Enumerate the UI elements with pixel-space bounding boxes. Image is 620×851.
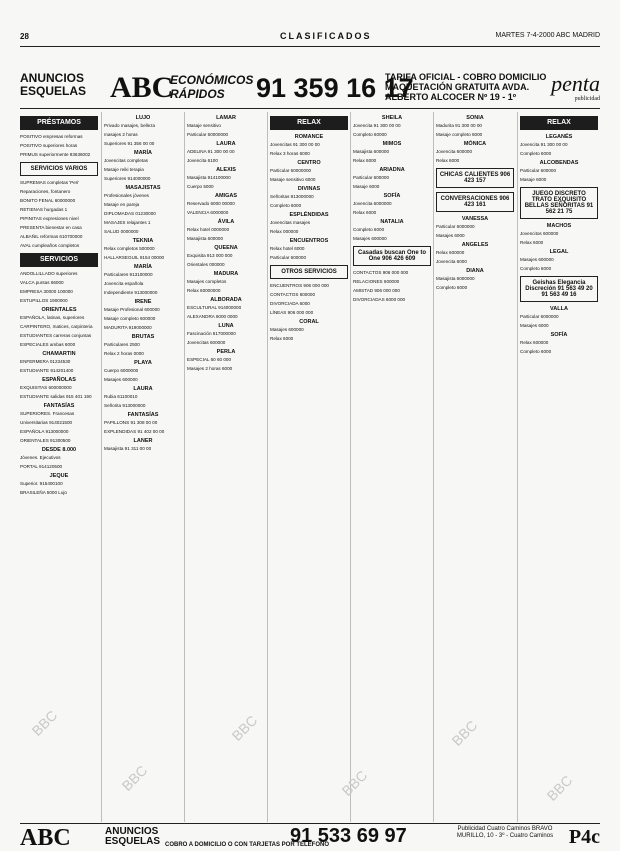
ad-text-block: [104, 123, 182, 147]
ad-heading: ALBORADA: [210, 297, 242, 303]
ad-text-block: [187, 357, 265, 372]
ad-line: ESTUDIANTE salidas 915 401 190: [20, 394, 92, 399]
ad-line: Jovencita 6100: [187, 158, 218, 163]
footer-rule: [20, 823, 600, 824]
column-divider: [350, 112, 351, 822]
column-divider: [184, 112, 185, 822]
ad-line: DIPLOMADAS 01230000: [104, 211, 156, 216]
ad-heading: MASAJISTAS: [125, 185, 161, 191]
ad-line: PIPINITAS expresiones nivel: [20, 216, 79, 221]
ad-line: PRESENTA bienestar en casa: [20, 225, 82, 230]
ad-text-block: [20, 271, 98, 304]
ad-line: Madurita 91 300 00 00: [436, 123, 482, 128]
watermark: BBC: [543, 772, 576, 804]
ad-heading: LEGAL: [549, 249, 569, 255]
ad-text-block: [353, 123, 431, 138]
ad-heading: MARÍA: [133, 150, 153, 156]
ad-line: ESTUDIANTE 914201400: [20, 368, 74, 373]
ad-line: SUPREMAS completas 'Peri': [20, 180, 80, 185]
banner-agency-sub: publicidad: [574, 96, 600, 102]
ad-line: Exquisita 913 000 000: [187, 253, 233, 258]
ad-line: Completo 6000: [270, 203, 302, 208]
ad-heading: DIANA: [466, 268, 484, 274]
ad-line: Relax 000000: [270, 229, 299, 234]
footer-publicidad: Publicidad Cuatro Caminos BRAVO MURILLO, 10 - 3º - Cuatro Caminos: [456, 826, 554, 839]
ad-heading: ÁVILA: [217, 219, 235, 225]
ad-text-block: [20, 411, 98, 444]
ad-line: Relax 3 horas 6000: [270, 151, 310, 156]
ad-line: Particular 60000000: [187, 132, 229, 137]
ad-text-block: [270, 142, 348, 157]
ad-line: Masaje sensitivo 6000: [270, 177, 316, 182]
ad-line: Masajes 600000: [353, 236, 387, 241]
ad-heading: CORAL: [299, 319, 319, 325]
column-divider: [101, 112, 102, 822]
page-number: 28: [20, 32, 29, 41]
ad-line: Masaje 6000: [520, 177, 547, 182]
banner-tarifa: TARIFA OFICIAL - COBRO DOMICILIO MAQUETACIÓN GRATUITA AVDA. ALBERTO ALCOCER Nº 19 - 1º: [385, 72, 547, 102]
ad-line: MADURITA 919000000: [104, 325, 152, 330]
ad-heading: VANESSA: [461, 216, 489, 222]
boxed-ad: SERVICIOS VARIOS: [20, 162, 98, 176]
header-rule: [20, 46, 600, 47]
ad-line: Orientales 000000: [187, 262, 225, 267]
section-heading: RELAX: [520, 116, 598, 130]
ad-text-block: [436, 224, 514, 239]
ad-line: Jovencitos 600000: [520, 231, 559, 236]
ad-line: Particular 600000: [353, 175, 390, 180]
ad-text-block: [520, 314, 598, 329]
classified-column: [187, 112, 265, 822]
watermark: BBC: [228, 712, 261, 744]
ad-line: EXPLENDIDAS 91 402 00 00: [104, 429, 165, 434]
ad-heading: LEGANÉS: [545, 134, 573, 140]
ad-line: Jovencita 91 300 00 00: [353, 123, 401, 128]
ad-line: Superior. 915400100: [20, 481, 63, 486]
ad-text-block: [104, 246, 182, 261]
ad-line: Completo 6000: [353, 227, 385, 232]
ad-heading: BRUTAS: [131, 334, 155, 340]
banner-agency: [551, 72, 600, 103]
classified-column: [520, 112, 598, 822]
ad-heading: CHAMARTIN: [42, 351, 76, 357]
ad-heading: ARIADNA: [379, 167, 405, 173]
footer-anuncios: ANUNCIOS ESQUELAS: [105, 826, 161, 847]
classified-column: [436, 112, 514, 822]
ad-heading: TEKNIA: [132, 238, 154, 244]
ad-line: POSITIVO superiores horas: [20, 143, 78, 148]
ad-line: CONTACTOS 600000: [270, 292, 316, 297]
ad-line: Superiores 91 356 00 00: [104, 141, 155, 146]
ad-line: SALUD 0000000: [104, 229, 139, 234]
ad-line: EMPRESA 30000 100000: [20, 289, 73, 294]
ad-line: Masaje 6000: [353, 184, 380, 189]
ad-heading: LAURA: [216, 141, 236, 147]
ad-line: LÍNEAS 906 000 000: [270, 310, 314, 315]
ad-line: Particular 6000000: [520, 314, 559, 319]
ad-line: Particular 600000: [520, 168, 557, 173]
ad-text-block: [104, 272, 182, 296]
ad-line: ALEXANDRA 6000 0000: [187, 314, 238, 319]
ad-line: Privado masajes, belleza: [104, 123, 156, 128]
ad-line: Masajista 914100000: [187, 175, 231, 180]
ad-line: DIVORCIADA 6000: [270, 301, 310, 306]
boxed-ad: OTROS SERVICIOS: [270, 265, 348, 279]
ad-heading: ANGELES: [461, 242, 489, 248]
classified-column: [270, 112, 348, 822]
banner-lead: ANUNCIOS ESQUELAS: [20, 71, 87, 98]
ad-text-block: [20, 315, 98, 348]
ad-text-block: [104, 446, 182, 452]
ad-line: Relax hotel 6000: [270, 246, 305, 251]
ad-line: Masaje Profesional 600000: [104, 307, 160, 312]
ad-line: Completo 6000: [520, 266, 552, 271]
ad-line: BRASILEÑA 5000 Lujo: [20, 490, 67, 495]
ad-text-block: [436, 276, 514, 291]
page-header: [20, 30, 600, 44]
ad-line: Particular 6000000: [436, 224, 475, 229]
ad-text-block: [520, 142, 598, 157]
banner-agency-name: penta: [551, 71, 600, 96]
ad-line: Señorita 913000000: [104, 403, 146, 408]
ad-line: Masajista 600000: [187, 236, 224, 241]
ad-line: ESPAÑOLA 913000000: [20, 429, 69, 434]
ad-line: Masajes 600000: [270, 327, 304, 332]
section-title: CLASIFICADOS: [280, 31, 372, 41]
ad-text-block: [187, 123, 265, 138]
ad-line: ESTUPILLOS 1900000: [20, 298, 68, 303]
ad-heading: MIMOS: [382, 141, 402, 147]
ad-line: Masajes 600000: [520, 257, 554, 262]
ad-text-block: [520, 257, 598, 272]
ad-text-block: [353, 270, 431, 303]
ad-line: ENCUENTROS 906 000 000: [270, 283, 329, 288]
ad-text-block: [20, 455, 98, 470]
ad-text-block: [104, 158, 182, 182]
ad-line: Jóvenes. Ejecutivos: [20, 455, 61, 460]
ad-text-block: [436, 250, 514, 265]
ad-text-block: [270, 168, 348, 183]
ad-line: Particulares 2500: [104, 342, 140, 347]
ad-text-block: [20, 134, 98, 158]
ad-heading: NATALIA: [380, 219, 404, 225]
ad-heading: FANTASÍAS: [43, 403, 75, 409]
ad-heading: LANER: [133, 438, 153, 444]
boxed-ad: CONVERSACIONES 906 423 161: [436, 192, 514, 212]
ad-heading: JEQUE: [49, 473, 69, 479]
boxed-ad: Casadas buscan One to One 906 426 609: [353, 246, 431, 266]
ad-line: masajes 2 horas: [104, 132, 138, 137]
classifieds-banner: [20, 72, 600, 106]
ad-line: Relax completos 500000: [104, 246, 155, 251]
ad-line: Particulares 913100000: [104, 272, 153, 277]
ad-line: Masajes 2 horas 6000: [187, 366, 233, 371]
ad-line: CONTACTOS 906 000 000: [353, 270, 409, 275]
ad-line: SUPERIORES. Francesas: [20, 411, 75, 416]
ad-line: Completo 6000: [436, 285, 468, 290]
ad-line: Jovencita 6000000: [353, 201, 392, 206]
ad-text-block: [436, 123, 514, 138]
ad-line: Independiente 913000000: [104, 290, 158, 295]
section-heading: PRÉSTAMOS: [20, 116, 98, 130]
ad-line: Jovencitas 91 300 00 00: [270, 142, 320, 147]
ad-line: Universitarias 914021500: [20, 420, 73, 425]
ad-heading: ROMANCE: [294, 134, 324, 140]
ad-text-block: [187, 175, 265, 190]
ad-line: Relax 60000000: [187, 288, 221, 293]
ad-line: Cuerpo 6000000: [104, 368, 139, 373]
ad-line: Masajes completos: [187, 279, 227, 284]
ad-text-block: [104, 307, 182, 331]
ad-heading: SOFÍA: [383, 193, 401, 199]
ad-heading: DIVINAS: [297, 186, 321, 192]
ad-line: ESPECIALES ambas 6000: [20, 342, 76, 347]
ad-line: Particular 600000: [270, 255, 307, 260]
banner-abc-logo: ABC: [110, 71, 174, 104]
ad-line: EXQUISITAS 600000000: [20, 385, 72, 390]
ad-line: Masaje sensitivo: [187, 123, 221, 128]
ad-line: Masaje en pareja: [104, 202, 140, 207]
ad-text-block: [20, 385, 98, 400]
ad-heading: LAURA: [133, 386, 153, 392]
ad-line: ESPECIAL 60 60 000: [187, 357, 232, 362]
ad-text-block: [353, 201, 431, 216]
ad-line: Jovencita española: [104, 281, 144, 286]
ad-text-block: [104, 420, 182, 435]
ad-text-block: [270, 220, 348, 235]
page-date: MARTES 7-4-2000 ABC MADRID: [495, 32, 600, 39]
ad-text-block: [187, 227, 265, 242]
ad-line: ENFERMERA 01234530: [20, 359, 71, 364]
ad-line: Jovencitas completas: [104, 158, 148, 163]
ad-line: Masaje completo 6000: [436, 132, 483, 137]
ad-line: ESPAÑOLA, latinas, superiores: [20, 315, 85, 320]
ad-line: Relax 6000: [353, 158, 377, 163]
ad-line: Masajes 600000: [104, 377, 138, 382]
ad-line: Relax 6000: [520, 240, 544, 245]
ad-line: Masajes 6000: [520, 323, 549, 328]
ad-line: Cuerpo 5000: [187, 184, 214, 189]
watermark: BBC: [338, 767, 371, 799]
ad-line: ADELINA 91 300 00 00: [187, 149, 235, 154]
ad-line: ESCULTURAL 914000000: [187, 305, 242, 310]
classified-column: [20, 112, 98, 822]
ad-text-block: [353, 227, 431, 242]
ad-heading: PERLA: [216, 349, 236, 355]
ad-text-block: [20, 481, 98, 496]
ad-line: Relax 2 horas 0000: [104, 351, 144, 356]
ad-line: AVAL cumpleaños completos: [20, 243, 80, 248]
ad-text-block: [187, 331, 265, 346]
footer-cobro: COBRO A DOMICILIO O CON TARJETAS POR TELÉFONO: [165, 842, 330, 848]
ad-text-block: [353, 149, 431, 164]
ad-text-block: [187, 279, 265, 294]
ad-heading: ORIENTALES: [41, 307, 77, 313]
ad-line: Relax hotel 0000000: [187, 227, 230, 232]
ad-line: VALENCIA 6000000: [187, 210, 229, 215]
ad-heading: SHEILA: [381, 115, 403, 121]
footer-abc-logo: ABC: [20, 825, 71, 851]
boxed-ad: CHICAS CALIENTES 906 423 157: [436, 168, 514, 188]
watermark: BBC: [28, 707, 61, 739]
ad-text-block: [436, 149, 514, 164]
ad-heading: MARÍA: [133, 264, 153, 270]
ad-line: Masaje completo 600000: [104, 316, 156, 321]
ad-heading: LUNA: [218, 323, 234, 329]
ad-heading: PLAYA: [134, 360, 152, 366]
ad-text-block: [353, 175, 431, 190]
ad-line: Completo 6000: [520, 349, 552, 354]
ad-text-block: [20, 180, 98, 249]
ad-heading: LUJO: [135, 115, 151, 121]
ad-line: CARPINTERO, matices, carpinteria: [20, 324, 93, 329]
watermark: BBC: [448, 717, 481, 749]
ad-line: ALBAÑIL reformas 610700000: [20, 234, 83, 239]
column-divider: [433, 112, 434, 822]
ad-line: Masajista 6000000: [436, 276, 475, 281]
ad-text-block: [187, 305, 265, 320]
banner-rule: [20, 108, 600, 109]
ad-heading: SONIA: [466, 115, 484, 121]
ad-heading: LAMAR: [216, 115, 236, 121]
ad-line: Particular 60000000: [270, 168, 312, 173]
ad-line: Masajista 91 311 00 00: [104, 446, 152, 451]
footer-agency: P4c: [568, 826, 600, 848]
ad-heading: ENCUENTROS: [289, 238, 329, 244]
ad-text-block: [270, 327, 348, 342]
ad-line: HALLARSEGUIL 9154 00000: [104, 255, 165, 260]
banner-economicos: ECONÓMICOS RÁPIDOS: [170, 73, 254, 101]
ad-line: Masajista 600000: [353, 149, 390, 154]
ad-heading: CENTRO: [297, 160, 321, 166]
banner-phone: 91 359 16 17: [256, 73, 414, 103]
ad-line: Masajes 6000: [436, 233, 465, 238]
column-divider: [517, 112, 518, 822]
ad-line: Relax 6000: [353, 210, 377, 215]
ad-line: ANDOLLILLADO superiores: [20, 271, 78, 276]
ad-heading: SOFÍA: [550, 332, 568, 338]
ad-line: Completo 60000: [353, 132, 387, 137]
ad-text-block: [187, 201, 265, 216]
ad-text-block: [20, 359, 98, 374]
ad-line: ORIENTALES 91300500: [20, 438, 71, 443]
ad-heading: MACHOS: [546, 223, 572, 229]
ad-line: Masaje reiki terapia: [104, 167, 144, 172]
ad-heading: AMIGAS: [215, 193, 237, 199]
classified-column: [353, 112, 431, 822]
ad-line: Relax 600000: [520, 340, 549, 345]
section-heading: RELAX: [270, 116, 348, 130]
ad-text-block: [520, 340, 598, 355]
ad-line: Superiores 914000000: [104, 176, 151, 181]
ad-text-block: [104, 342, 182, 357]
ad-line: DIVORCIADAS 6000 000: [353, 297, 406, 302]
ad-heading: MÓNICA: [463, 141, 487, 147]
ad-line: PAPILLONS 91 308 00 00: [104, 420, 158, 425]
ad-line: Jovencitas 600000: [187, 340, 226, 345]
ad-line: Jovencitas masajes: [270, 220, 311, 225]
ad-line: Relax 600000: [436, 250, 465, 255]
ad-heading: QUEENA: [214, 245, 238, 251]
ad-text-block: [520, 168, 598, 183]
ad-text-block: [104, 368, 182, 383]
ad-line: MASAJES relajantes 1: [104, 220, 151, 225]
footer-ad: [20, 825, 600, 851]
ad-text-block: [187, 149, 265, 164]
ad-line: RETIENAS hurgadas 1: [20, 207, 68, 212]
ad-text-block: [270, 283, 348, 316]
ad-line: Jovencita 91 300 00 00: [520, 142, 568, 147]
ad-line: Reservado 6000 00000: [187, 201, 235, 206]
watermark: BBC: [118, 762, 151, 794]
ad-line: Señoritas 913000000: [270, 194, 314, 199]
ad-line: ESTUDIANTES carreras conjuntas: [20, 333, 92, 338]
ad-heading: MADURA: [213, 271, 239, 277]
ad-line: Fascinación 617000000: [187, 331, 236, 336]
ad-line: PORTAL 914120500: [20, 464, 63, 469]
ad-heading: DESDE 8.000: [41, 447, 77, 453]
ad-line: Relax 6000: [436, 158, 460, 163]
ad-heading: VALLA: [550, 306, 568, 312]
ad-line: Completo 6000: [520, 151, 552, 156]
classified-column: [104, 112, 182, 822]
ad-line: Profesionales jóvenes: [104, 193, 149, 198]
ad-heading: ESPAÑOLAS: [42, 377, 76, 383]
ad-heading: IRENE: [134, 299, 152, 305]
ad-text-block: [187, 253, 265, 268]
ad-line: Jovencita 6000: [436, 259, 467, 264]
boxed-ad: JUEGO DISCRETO TRATO EXQUISITO BELLAS SEÑORITAS 91 562 21 75: [520, 187, 598, 219]
boxed-ad: Geishas Elegancia Discreción 91 563 49 20 91 563 49 16: [520, 276, 598, 302]
section-heading: SERVICIOS: [20, 253, 98, 267]
ad-line: RELACIONES 600000: [353, 279, 400, 284]
ad-line: PRIMUS superiormente 93636002: [20, 152, 91, 157]
ad-line: BONITO FENAL 60000000: [20, 198, 76, 203]
ad-heading: ALCOBENDAS: [539, 160, 579, 166]
ad-heading: ESPLÉNDIDAS: [289, 212, 329, 218]
ad-line: POSITIVO empresas reformas: [20, 134, 83, 139]
ad-line: Rubia 61100010: [104, 394, 138, 399]
ad-line: Jovencita 600000: [436, 149, 473, 154]
ad-text-block: [270, 246, 348, 261]
ad-heading: ALEXIS: [216, 167, 236, 173]
ad-line: Reparaciones, fontanero: [20, 189, 71, 194]
ad-line: AMISTAD 906 000 000: [353, 288, 400, 293]
ad-line: Relax 6000: [270, 336, 294, 341]
ad-line: VALCA puntas 66000: [20, 280, 64, 285]
ad-text-block: [104, 394, 182, 409]
ad-text-block: [104, 193, 182, 235]
ad-text-block: [520, 231, 598, 246]
ad-text-block: [270, 194, 348, 209]
ad-heading: FANTASÍAS: [127, 412, 159, 418]
footer-phone: 91 533 69 97: [290, 825, 407, 847]
column-divider: [267, 112, 268, 822]
